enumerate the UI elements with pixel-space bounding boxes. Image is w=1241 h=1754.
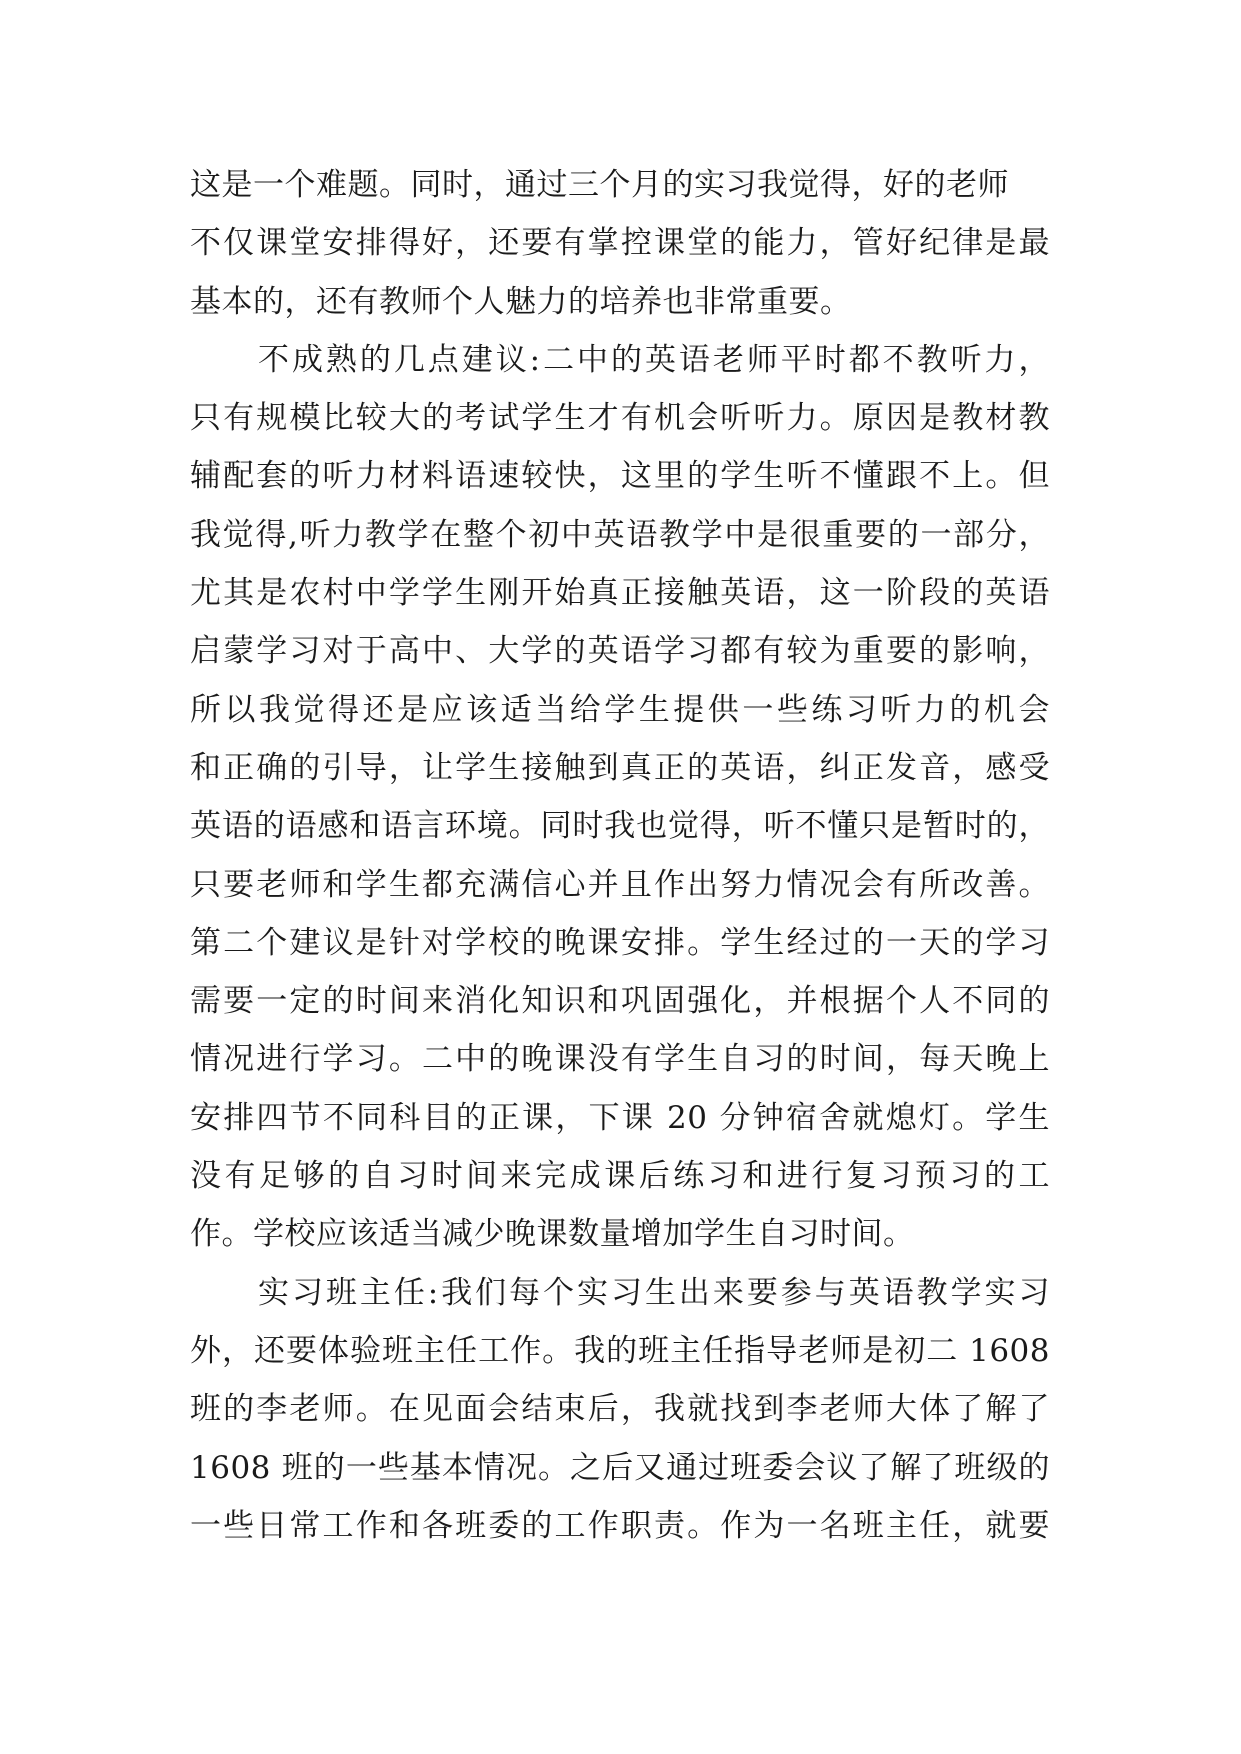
paragraph-start-line: 实习班主任:我们每个实习生出来要参与英语教学实习 (258, 1274, 1050, 1311)
text-line: 不仅课堂安排得好，还要有掌控课堂的能力，管好纪律是最 (190, 225, 1050, 262)
paragraph-start-line: 不成熟的几点建议:二中的英语老师平时都不教听力， (258, 341, 1050, 378)
text-line: 尤其是农村中学学生刚开始真正接触英语，这一阶段的英语 (190, 575, 1050, 612)
text-line: 安排四节不同科目的正课，下课 20 分钟宿舍就熄灯。学生 (190, 1099, 1050, 1136)
text-line: 我觉得,听力教学在整个初中英语教学中是很重要的一部分， (190, 516, 1050, 553)
text-line: 1608 班的一些基本情况。之后又通过班委会议了解了班级的 (190, 1449, 1050, 1486)
text-line: 启蒙学习对于高中、大学的英语学习都有较为重要的影响， (190, 633, 1050, 670)
body-text (190, 156, 1050, 1555)
text-line: 需要一定的时间来消化知识和巩固强化，并根据个人不同的 (190, 983, 1050, 1020)
text-line: 辅配套的听力材料语速较快，这里的学生听不懂跟不上。但 (190, 458, 1050, 495)
text-line: 基本的，还有教师个人魅力的培养也非常重要。 (190, 283, 852, 320)
text-line: 英语的语感和语言环境。同时我也觉得，听不懂只是暂时的， (190, 808, 1050, 845)
text-line: 第二个建议是针对学校的晚课安排。学生经过的一天的学习 (190, 924, 1050, 961)
text-line: 这是一个难题。同时，通过三个月的实习我觉得，好的老师 (190, 167, 1009, 203)
text-line: 作。学校应该适当减少晚课数量增加学生自习时间。 (190, 1216, 915, 1253)
text-line: 和正确的引导，让学生接触到真正的英语，纠正发音，感受 (190, 749, 1050, 786)
text-line: 一些日常工作和各班委的工作职责。作为一名班主任，就要 (190, 1507, 1050, 1544)
text-line: 班的李老师。在见面会结束后，我就找到李老师大体了解了 (190, 1391, 1050, 1428)
text-line: 所以我觉得还是应该适当给学生提供一些练习听力的机会 (190, 691, 1050, 728)
text-line: 只要老师和学生都充满信心并且作出努力情况会有所改善。 (190, 866, 1050, 903)
text-line: 没有足够的自习时间来完成课后练习和进行复习预习的工 (190, 1158, 1050, 1195)
text-line: 只有规模比较大的考试学生才有机会听听力。原因是教材教 (190, 400, 1050, 437)
text-line: 情况进行学习。二中的晚课没有学生自习的时间，每天晚上 (190, 1041, 1050, 1078)
text-line: 外，还要体验班主任工作。我的班主任指导老师是初二 1608 (190, 1332, 1050, 1369)
